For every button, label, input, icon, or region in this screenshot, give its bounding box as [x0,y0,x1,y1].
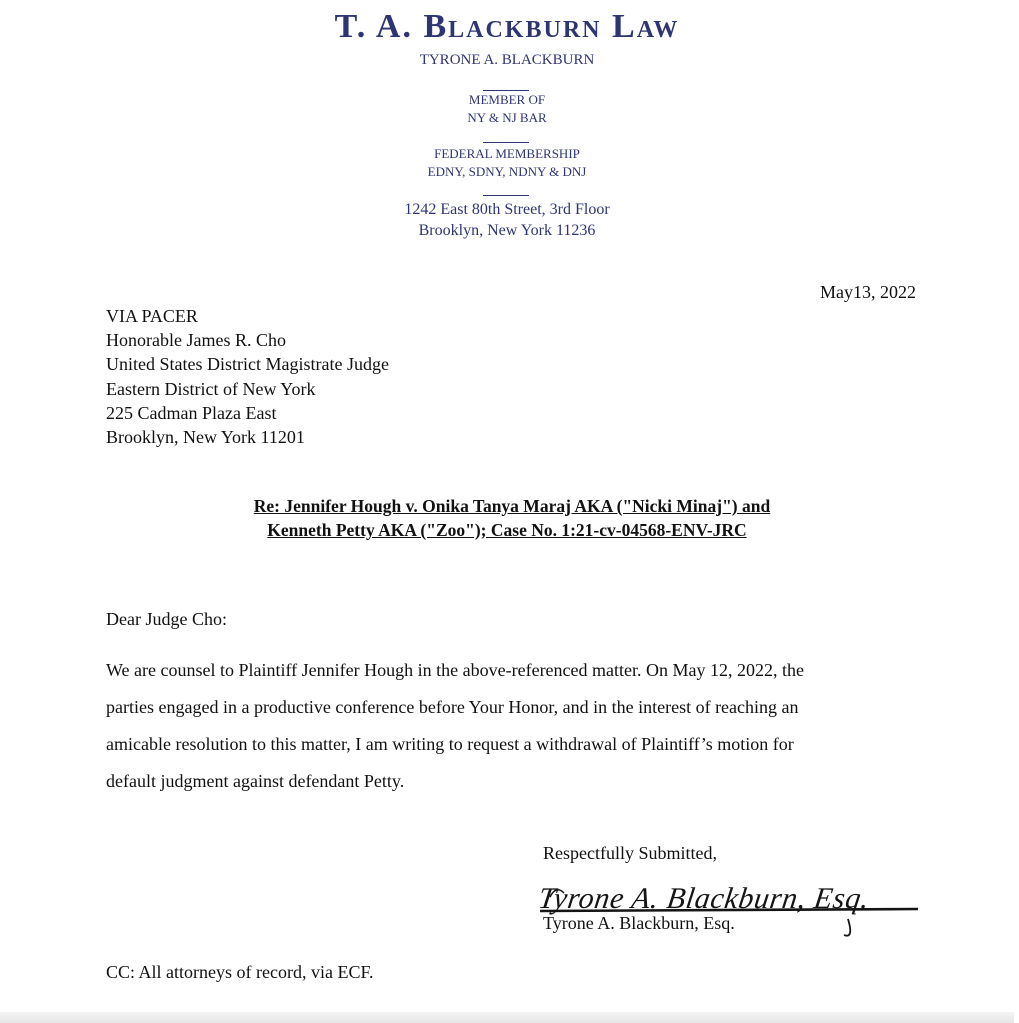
firm-name: T. A. Blackburn Law [334,8,680,45]
letterhead-address-line2: Brooklyn, New York 11236 [418,222,596,239]
letter-date: May13, 2022 [820,282,916,302]
recipient-city: Brooklyn, New York 11201 [106,427,305,448]
signer-name: Tyrone A. Blackburn, Esq. [543,913,735,933]
body-line: amicable resolution to this matter, I am writing to request a withdrawal of Plaintiff’s motion for [106,734,794,754]
re-line-1: Re: Jennifer Hough v. Onika Tanya Maraj AKA ("Nicki Minaj") and [253,496,771,516]
body-line: parties engaged in a productive conference before Your Honor, and in the interest of reaching an [106,697,799,717]
recipient-name: Honorable James R. Cho [106,330,286,351]
letterhead-member-bars: NY & NJ BAR [467,110,547,125]
letterhead-federal-courts: EDNY, SDNY, NDNY & DNJ [427,164,587,179]
letterhead-divider [483,142,529,143]
body-line: We are counsel to Plaintiff Jennifer Hough in the above-referenced matter. On May 12, 2022, the [106,660,804,680]
letterhead-address-line1: 1242 East 80th Street, 3rd Floor [404,201,610,218]
body-line: default judgment against defendant Petty. [106,771,405,791]
letterhead-divider [483,195,529,196]
recipient-court: Eastern District of New York [106,378,316,399]
recipient-title: United States District Magistrate Judge [106,354,389,375]
re-line-2: Kenneth Petty AKA ("Zoo"); Case No. 1:21-cv-04568-ENV-JRC [267,520,747,540]
salutation: Dear Judge Cho: [106,609,227,629]
cc-line: CC: All attorneys of record, via ECF. [106,962,374,982]
body-paragraph [106,652,918,800]
letterhead-divider [483,90,529,91]
letterhead-federal-title: FEDERAL MEMBERSHIP [434,146,580,161]
letterhead-member-title: MEMBER OF [468,92,546,107]
svg-text:Tyrone A. Blackburn, Esq.: Tyrone A. Blackburn, Esq. [536,881,872,915]
closing: Respectfully Submitted, [543,843,717,863]
recipient-street: 225 Cadman Plaza East [106,402,277,423]
recipient-delivery: VIA PACER [106,306,198,326]
letterhead-attorney: TYRONE A. BLACKBURN [419,52,595,68]
page-bottom-shade [0,1012,1014,1023]
recipient-address [106,304,389,449]
